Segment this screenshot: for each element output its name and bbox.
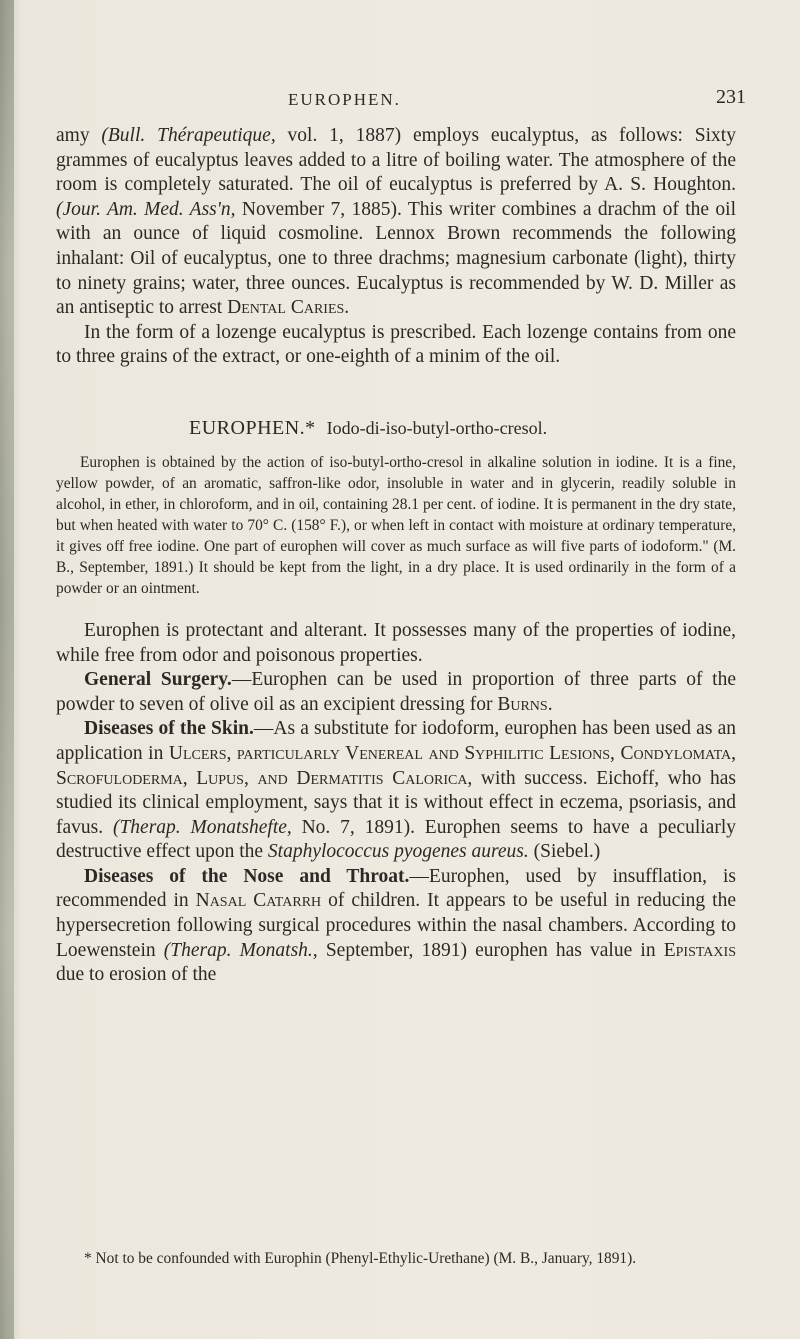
small-caps-term: Ulcers, particularly Venereal and Syphilitic Lesions, Condylomata, Scrofuloderma, Lupus, and Dermatitis Calorica, <box>56 742 736 789</box>
text-run: amy <box>56 125 102 146</box>
section-title: EUROPHEN.* <box>189 416 316 439</box>
small-caps-term: Epistaxis <box>663 939 736 961</box>
small-print-paragraph: Europhen is obtained by the action of iso-butyl-ortho-cresol in alkaline solution in iodine. It is a fine, yellow powder, of an aromatic, saffron-like odor, insoluble in water and in glycerin, readily soluble in alcohol, in ether, in chloroform, and in oil, containing 28.1 per cent. of iodine. It is permanent in the dry state, but when heated with water to 70° C. (158° F.), or when left in contact with moisture at ordinary temperature, it gives off free iodine. One part of europhen will cover as much surface as will five parts of iodoform." (M. B., September, 1891.) It should be kept from the light, in a dry place. It is used ordinarily in the form of a powder or an ointment. <box>56 453 736 597</box>
text-run: with success. Eichoff, who has studied its clinical employment, says that it is without effect in eczema, psoriasis, and favus. <box>56 767 736 838</box>
text-run: of children. It appears to be useful in reducing the hypersecretion following surgical procedures within the nasal chambers. According to Loewenstein <box>56 890 736 961</box>
species-name: Staphylococcus pyogenes aureus. <box>267 841 529 863</box>
intro-paragraph <box>56 124 736 321</box>
page-content <box>56 124 736 988</box>
section-heading <box>56 414 736 442</box>
footnote: * Not to be confounded with Europhin (Phenyl-Ethylic-Urethane) (M. B., January, 1891). <box>84 1250 637 1267</box>
citation: (Therap. Monatshefte, <box>112 816 292 838</box>
small-caps-term: Nasal Catarrh <box>195 890 322 912</box>
section-subtitle: Iodo-di-iso-butyl-ortho-cresol. <box>326 417 548 438</box>
text-run: November 7, 1885). This writer combines a drachm of the oil with an ounce of liquid cosmoline. Lennox Brown recommends the following inhalant: Oil of eucalyptus, one to three drachms; magnesium carbonate (light), thirty to ninety grains; water, three ounces. Eucalyptus is recommended by W. D. Miller as an antiseptic to arrest <box>56 198 737 319</box>
small-caps-term: Dental Caries. <box>227 297 350 319</box>
binding-gutter <box>0 0 14 1339</box>
subheading: Diseases of the Skin. <box>84 718 254 740</box>
body-intro-paragraph: Europhen is protectant and alterant. It possesses many of the properties of iodine, while free from odor and poisonous properties. <box>56 619 736 666</box>
page-header <box>0 86 800 116</box>
text-run: —As a substitute for iodoform, europhen has been used as an application in <box>56 718 736 764</box>
text-run: vol. 1, 1887) employs eucalyptus, as follows: Sixty grammes of eucalyptus leaves added to a litre of boiling water. The atmosphere of the room is completely saturated. The oil of eucalyptus is preferred by A. S. Houghton. <box>56 125 736 196</box>
running-title: EUROPHEN. <box>288 90 401 109</box>
citation: (Bull. Thérapeutique, <box>101 125 276 146</box>
text-run: —Europhen, used by insufflation, is recommended in <box>56 865 736 912</box>
text-run: —Europhen can be used in proportion of three parts of the powder to seven of olive oil as an excipient dressing for <box>56 669 736 715</box>
page-number: 231 <box>716 86 746 108</box>
small-print-block <box>56 452 736 599</box>
small-caps-term: Burns. <box>497 693 553 715</box>
text-run: September, 1891) europhen has value in <box>317 939 664 961</box>
subheading: General Surgery. <box>84 669 232 691</box>
subheading: Diseases of the Nose and Throat. <box>84 865 410 887</box>
nose-paragraph <box>56 865 736 988</box>
text-run: (Siebel.) <box>528 841 601 863</box>
skin-paragraph <box>56 717 736 865</box>
surgery-paragraph <box>56 668 736 717</box>
citation: (Therap. Monatsh., <box>163 939 318 961</box>
citation: (Jour. Am. Med. Ass'n, <box>56 198 236 220</box>
lozenge-paragraph: In the form of a lozenge eucalyptus is prescribed. Each lozenge contains from one to three grains of the extract, or one-eighth of a minim of the oil. <box>56 321 736 368</box>
text-run: No. 7, 1891). Europhen seems to have a peculiarly destructive effect upon the <box>56 816 736 863</box>
text-run: due to erosion of the <box>56 964 217 986</box>
